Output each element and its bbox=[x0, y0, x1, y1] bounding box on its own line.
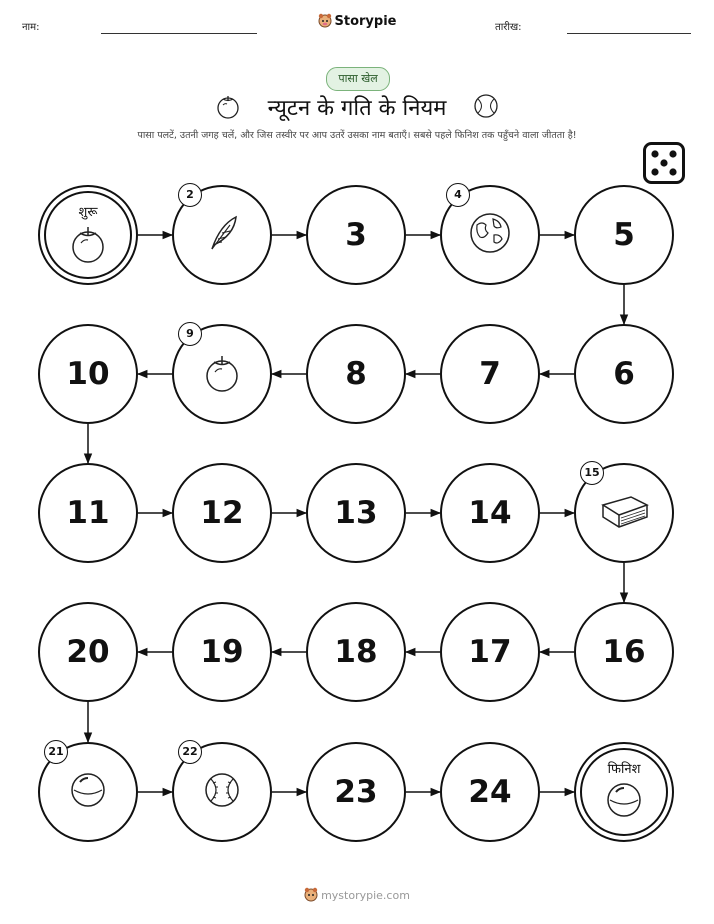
board-space-11 bbox=[38, 463, 138, 563]
date-label: तारीख: bbox=[495, 22, 522, 33]
board-space-3 bbox=[306, 185, 406, 285]
space-number: 14 bbox=[468, 495, 512, 531]
space-number: 6 bbox=[613, 356, 635, 392]
board-space-9 bbox=[172, 324, 272, 424]
feather-icon bbox=[200, 211, 244, 259]
space-number: 8 bbox=[345, 356, 367, 392]
space-number-chip: 4 bbox=[446, 183, 470, 207]
board-space-19 bbox=[172, 602, 272, 702]
space-number: 5 bbox=[613, 217, 635, 253]
game-type-badge: पासा खेल bbox=[326, 67, 390, 91]
name-label: नाम: bbox=[22, 22, 40, 33]
space-number: 3 bbox=[345, 217, 367, 253]
start-space bbox=[38, 185, 138, 285]
board-space-16 bbox=[574, 602, 674, 702]
space-number: 19 bbox=[200, 634, 244, 670]
board-space-4 bbox=[440, 185, 540, 285]
baseball-icon bbox=[200, 768, 244, 816]
board-space-14 bbox=[440, 463, 540, 563]
marble-icon bbox=[66, 768, 110, 816]
space-number-chip: 22 bbox=[178, 740, 202, 764]
marble-icon bbox=[602, 778, 646, 826]
space-number: 12 bbox=[200, 495, 244, 531]
board-space-20 bbox=[38, 602, 138, 702]
footer-url: mystorypie.com bbox=[321, 889, 410, 902]
space-number: 24 bbox=[468, 774, 512, 810]
board-space-10 bbox=[38, 324, 138, 424]
board-space-23 bbox=[306, 742, 406, 842]
instructions: पासा पलटें, उतनी जगह चलें, और जिस तस्वीर पर आप उतरें उसका नाम बताएँ। सबसे पहले फिनिश तक पहुँचने वाला जीतता है! bbox=[137, 130, 577, 141]
tomato-icon bbox=[200, 350, 244, 398]
brand-name: Storypie bbox=[334, 14, 397, 29]
page-title: न्यूटन के गति के नियम bbox=[267, 96, 447, 121]
space-number: 16 bbox=[602, 634, 646, 670]
board-space-18 bbox=[306, 602, 406, 702]
board-space-12 bbox=[172, 463, 272, 563]
space-number: 23 bbox=[334, 774, 378, 810]
space-number-chip: 21 bbox=[44, 740, 68, 764]
board-space-2 bbox=[172, 185, 272, 285]
space-number-chip: 2 bbox=[178, 183, 202, 207]
space-number: 20 bbox=[66, 634, 110, 670]
footer bbox=[0, 887, 714, 905]
book-icon bbox=[597, 489, 651, 537]
tomato-icon bbox=[66, 221, 110, 269]
space-label: शुरू bbox=[78, 205, 98, 220]
finish-space bbox=[574, 742, 674, 842]
space-number: 7 bbox=[479, 356, 501, 392]
space-label: फिनिश bbox=[607, 762, 641, 777]
board-space-21 bbox=[38, 742, 138, 842]
space-number-chip: 15 bbox=[580, 461, 604, 485]
board-space-22 bbox=[172, 742, 272, 842]
board-space-7 bbox=[440, 324, 540, 424]
board-space-15 bbox=[574, 463, 674, 563]
board-space-24 bbox=[440, 742, 540, 842]
space-number: 11 bbox=[66, 495, 110, 531]
space-number: 13 bbox=[334, 495, 378, 531]
storypie-logo-icon bbox=[304, 887, 318, 905]
board-space-13 bbox=[306, 463, 406, 563]
board-space-17 bbox=[440, 602, 540, 702]
space-number: 17 bbox=[468, 634, 512, 670]
space-number: 10 bbox=[66, 356, 110, 392]
board-space-5 bbox=[574, 185, 674, 285]
space-number: 18 bbox=[334, 634, 378, 670]
space-number-chip: 9 bbox=[178, 322, 202, 346]
earth-globe-icon bbox=[466, 209, 514, 261]
board-space-6 bbox=[574, 324, 674, 424]
board-space-8 bbox=[306, 324, 406, 424]
